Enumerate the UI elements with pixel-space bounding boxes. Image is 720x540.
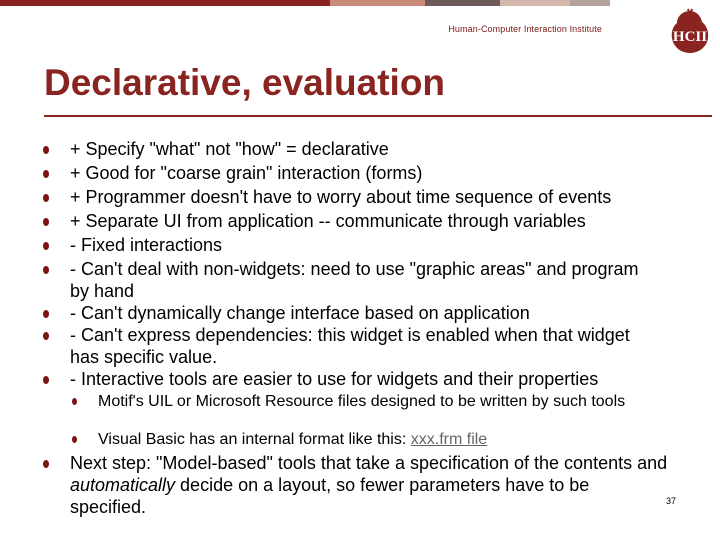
svg-text:HCII: HCII — [672, 29, 708, 45]
institute-name: Human-Computer Interaction Institute — [448, 24, 602, 34]
bullet-dot — [43, 310, 49, 318]
page-number: 37 — [666, 496, 677, 506]
bullet-item — [70, 186, 680, 208]
bullet-item — [70, 138, 680, 160]
sub-bullet-item — [98, 394, 663, 410]
bullet-item — [70, 258, 660, 302]
bullet-text: - Can't express dependencies: this widget is enabled when that widget has specific value. — [70, 325, 630, 367]
bullet-text: + Good for "coarse grain" interaction (forms) — [70, 163, 423, 183]
sub-bullet-dot — [72, 398, 77, 405]
frm-file-link[interactable]: xxx.frm file — [410, 431, 488, 448]
bullet-item — [70, 324, 660, 368]
bullet-emphasis: automatically — [70, 475, 176, 495]
bullet-dot — [43, 194, 49, 202]
sub-bullet-dot — [72, 436, 77, 443]
bullet-dot — [43, 170, 49, 178]
bullet-text: - Can't deal with non-widgets: need to use "graphic areas" and program by hand — [70, 259, 639, 301]
sub-bullet-text: Motif's UIL or Microsoft Resource files designed to be written by such tools — [98, 393, 626, 410]
slide-title: Declarative, evaluation — [44, 62, 446, 103]
bullet-item — [70, 302, 680, 324]
sub-bullet-item — [98, 432, 668, 448]
bullet-text: - Can't dynamically change interface based on application — [70, 303, 530, 323]
bullet-dot — [43, 242, 49, 250]
bullet-text: + Specify "what" not "how" = declarative — [70, 139, 389, 159]
bullet-item — [70, 162, 680, 184]
bullet-dot — [43, 218, 49, 226]
bullet-dot — [43, 332, 49, 340]
sub-bullet-text: Visual Basic has an internal format like this: — [98, 431, 411, 448]
bullet-dot — [43, 376, 49, 384]
bullet-item — [70, 210, 680, 232]
bullet-text: - Fixed interactions — [70, 235, 223, 255]
bullet-text: + Programmer doesn't have to worry about time sequence of events — [70, 187, 612, 207]
bullet-text: Next step: "Model-based" tools that take a specification of the contents and — [70, 453, 668, 473]
bullet-text: + Separate UI from application -- communicate through variables — [70, 211, 586, 231]
bullet-dot — [43, 460, 49, 468]
bullet-item — [70, 234, 680, 256]
bullet-dot — [43, 266, 49, 274]
bullet-dot — [43, 146, 49, 154]
bullet-text: - Interactive tools are easier to use for widgets and their properties — [70, 369, 599, 389]
bullet-item — [70, 368, 680, 390]
bullet-item — [70, 452, 670, 518]
bullet-text: decide on a layout, so fewer parameters have to be specified. — [70, 475, 590, 517]
